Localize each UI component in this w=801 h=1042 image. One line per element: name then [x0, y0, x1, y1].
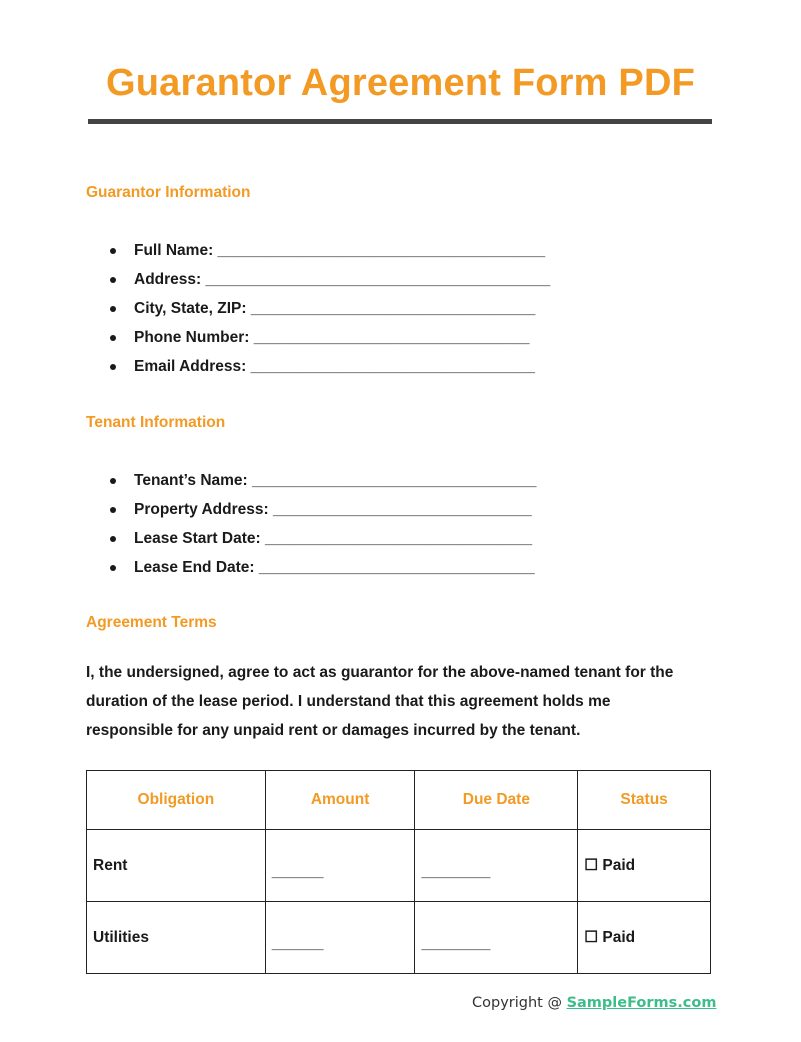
field-address[interactable]: Address: ________________________________________: [108, 265, 550, 294]
field-lease-end-date[interactable]: Lease End Date: ________________________________: [108, 553, 536, 582]
paid-checkbox[interactable]: ☐ Paid: [578, 830, 711, 902]
paragraph-line: responsible for any unpaid rent or damages incurred by the tenant.: [86, 722, 581, 739]
table-row: [87, 830, 711, 902]
field-phone-number[interactable]: Phone Number: ________________________________: [108, 323, 550, 352]
section-heading-agreement: Agreement Terms: [86, 614, 217, 631]
paragraph-line: I, the undersigned, agree to act as guarantor for the above-named tenant for the: [86, 664, 674, 681]
tenant-fields-list: [108, 466, 536, 582]
cell-due-date[interactable]: ________: [415, 830, 578, 902]
header-due-date: Due Date: [415, 771, 578, 830]
header-amount: Amount: [265, 771, 415, 830]
document-title: Guarantor Agreement Form PDF: [105, 62, 696, 104]
table-row: [87, 902, 711, 974]
cell-obligation: Rent: [87, 830, 266, 902]
cell-obligation: Utilities: [87, 902, 266, 974]
sampleforms-link[interactable]: SampleForms.com: [566, 995, 717, 1011]
section-heading-guarantor: Guarantor Information: [86, 184, 251, 201]
cell-amount[interactable]: ______: [265, 830, 415, 902]
footer-copyright: [472, 995, 716, 1011]
section-heading-tenant: Tenant Information: [86, 414, 226, 431]
guarantor-fields-list: [108, 236, 550, 381]
copyright-text: Copyright @: [472, 995, 567, 1011]
paid-checkbox[interactable]: ☐ Paid: [578, 902, 711, 974]
cell-amount[interactable]: ______: [265, 902, 415, 974]
field-full-name[interactable]: Full Name: ______________________________________: [108, 236, 550, 265]
agreement-paragraph: [86, 658, 726, 745]
table-header-row: [87, 771, 711, 830]
field-email-address[interactable]: Email Address: _________________________________: [108, 352, 550, 381]
header-status: Status: [578, 771, 711, 830]
field-lease-start-date[interactable]: Lease Start Date: _______________________________: [108, 524, 536, 553]
cell-due-date[interactable]: ________: [415, 902, 578, 974]
field-property-address[interactable]: Property Address: ______________________________: [108, 495, 536, 524]
header-obligation: Obligation: [87, 771, 266, 830]
field-tenant-name[interactable]: Tenant’s Name: _________________________________: [108, 466, 536, 495]
field-city-state-zip[interactable]: City, State, ZIP: _________________________________: [108, 294, 550, 323]
title-divider: [88, 119, 712, 124]
paragraph-line: duration of the lease period. I understand that this agreement holds me: [86, 693, 611, 710]
obligations-table: [86, 770, 711, 974]
